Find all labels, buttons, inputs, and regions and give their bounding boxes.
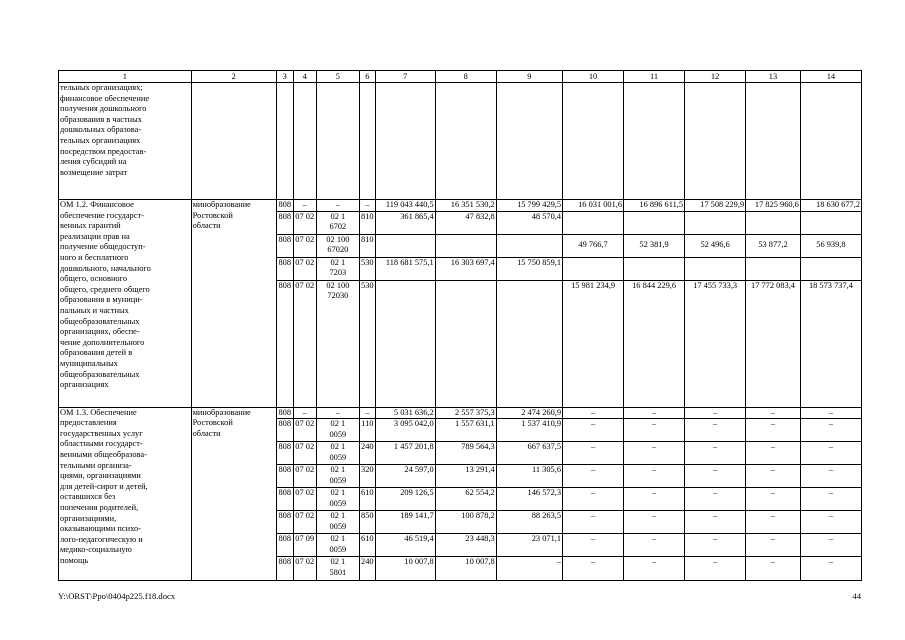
budget-code-cell: 808 bbox=[276, 257, 293, 280]
column-number-2: 2 bbox=[191, 71, 276, 83]
year-2019-cell: 16 303 697,4 bbox=[435, 257, 496, 280]
target-article-cell: 02 100 72030 bbox=[316, 280, 359, 407]
column-number-row bbox=[59, 71, 862, 83]
year-2022-cell: – bbox=[624, 407, 685, 419]
empty-cell bbox=[800, 257, 861, 280]
year-2019-cell: 10 007,8 bbox=[435, 557, 496, 581]
year-2022-cell: – bbox=[624, 488, 685, 511]
continued-measure-name: тельных организациях; финансовое обеспечение получения дошкольного образования в частных дошкольных образова- тельных организациях посредством предостав- ления субсидий на возмещение затрат bbox=[59, 83, 192, 200]
empty-cell bbox=[563, 83, 624, 200]
section-cell: 07 02 bbox=[293, 419, 316, 442]
year-2020-cell: – bbox=[496, 557, 562, 581]
target-article-cell: 02 1 0059 bbox=[316, 465, 359, 488]
year-2019-cell: 62 554,2 bbox=[435, 488, 496, 511]
empty-cell bbox=[276, 83, 293, 200]
year-2019-cell: 16 351 530,2 bbox=[435, 200, 496, 212]
budget-code-cell: 808 bbox=[276, 534, 293, 557]
total-cell: 361 865,4 bbox=[375, 211, 435, 234]
target-article-cell: 02 1 5801 bbox=[316, 557, 359, 581]
year-2020-cell: 15 799 429,5 bbox=[496, 200, 562, 212]
year-2025-cell: – bbox=[800, 442, 861, 465]
year-2025-cell: – bbox=[800, 407, 861, 419]
expense-type-cell: 110 bbox=[359, 419, 375, 442]
expense-type-cell: 240 bbox=[359, 442, 375, 465]
year-2023-cell: 52 496,6 bbox=[685, 234, 746, 257]
om13-total-row bbox=[59, 407, 862, 419]
year-2020-cell: 146 572,3 bbox=[496, 488, 562, 511]
year-2019-cell: 789 564,3 bbox=[435, 442, 496, 465]
year-2022-cell: – bbox=[624, 442, 685, 465]
empty-cell bbox=[191, 83, 276, 200]
year-2022-cell: 16 844 229,6 bbox=[624, 280, 685, 407]
budget-code-cell: 808 bbox=[276, 211, 293, 234]
target-article-cell: 02 1 0059 bbox=[316, 511, 359, 534]
year-2024-cell: 17 772 083,4 bbox=[746, 280, 801, 407]
column-number-10: 10 bbox=[563, 71, 624, 83]
section-cell: 07 02 bbox=[293, 557, 316, 581]
empty-cell bbox=[746, 83, 801, 200]
section-cell: 07 02 bbox=[293, 257, 316, 280]
expense-type-cell: 610 bbox=[359, 488, 375, 511]
expense-type-cell: 610 bbox=[359, 534, 375, 557]
empty-cell bbox=[685, 83, 746, 200]
column-number-5: 5 bbox=[316, 71, 359, 83]
section-cell: 07 02 bbox=[293, 234, 316, 257]
year-2019-cell: 47 832,8 bbox=[435, 211, 496, 234]
empty-cell bbox=[496, 280, 562, 407]
year-2024-cell: – bbox=[746, 511, 801, 534]
total-cell: 24 597,0 bbox=[375, 465, 435, 488]
year-2019-cell: 2 557 375,3 bbox=[435, 407, 496, 419]
year-2023-cell: – bbox=[685, 534, 746, 557]
year-2025-cell: – bbox=[800, 419, 861, 442]
year-2025-cell: – bbox=[800, 557, 861, 581]
year-2021-cell: – bbox=[563, 419, 624, 442]
year-2024-cell: – bbox=[746, 488, 801, 511]
budget-code-cell: 808 bbox=[276, 280, 293, 407]
year-2020-cell: 11 305,6 bbox=[496, 465, 562, 488]
empty-cell bbox=[435, 83, 496, 200]
year-2021-cell: – bbox=[563, 442, 624, 465]
empty-cell bbox=[563, 211, 624, 234]
year-2019-cell: 23 448,3 bbox=[435, 534, 496, 557]
expense-type-cell: 850 bbox=[359, 511, 375, 534]
empty-cell bbox=[375, 83, 435, 200]
year-2019-cell: 1 557 631,1 bbox=[435, 419, 496, 442]
total-cell: 46 519,4 bbox=[375, 534, 435, 557]
year-2020-cell: 15 750 859,1 bbox=[496, 257, 562, 280]
column-number-11: 11 bbox=[624, 71, 685, 83]
budget-code-cell: 808 bbox=[276, 419, 293, 442]
column-number-4: 4 bbox=[293, 71, 316, 83]
total-cell: 1 457 201,8 bbox=[375, 442, 435, 465]
empty-cell bbox=[685, 211, 746, 234]
empty-cell bbox=[624, 257, 685, 280]
empty-cell bbox=[496, 83, 562, 200]
om13-executor: минобразование Ростовской области bbox=[191, 407, 276, 581]
budget-code-cell: 808 bbox=[276, 200, 293, 212]
empty-cell bbox=[624, 211, 685, 234]
total-cell: 189 141,7 bbox=[375, 511, 435, 534]
year-2021-cell: – bbox=[563, 511, 624, 534]
year-2023-cell: – bbox=[685, 442, 746, 465]
year-2024-cell: – bbox=[746, 442, 801, 465]
year-2019-cell: 100 878,2 bbox=[435, 511, 496, 534]
target-article-cell: 02 1 0059 bbox=[316, 534, 359, 557]
year-2022-cell: – bbox=[624, 465, 685, 488]
year-2020-cell: 2 474 260,9 bbox=[496, 407, 562, 419]
year-2023-cell: 17 508 229,9 bbox=[685, 200, 746, 212]
column-number-3: 3 bbox=[276, 71, 293, 83]
empty-cell bbox=[359, 83, 375, 200]
year-2023-cell: – bbox=[685, 511, 746, 534]
year-2020-cell: 88 263,5 bbox=[496, 511, 562, 534]
section-cell: 07 02 bbox=[293, 280, 316, 407]
year-2022-cell: 16 896 611,5 bbox=[624, 200, 685, 212]
year-2020-cell: 667 637,5 bbox=[496, 442, 562, 465]
year-2021-cell: – bbox=[563, 534, 624, 557]
section-cell: – bbox=[293, 407, 316, 419]
expense-type-cell: – bbox=[359, 200, 375, 212]
section-cell: 07 02 bbox=[293, 511, 316, 534]
total-cell: 10 007,8 bbox=[375, 557, 435, 581]
year-2022-cell: – bbox=[624, 557, 685, 581]
budget-code-cell: 808 bbox=[276, 557, 293, 581]
expense-type-cell: – bbox=[359, 407, 375, 419]
year-2021-cell: – bbox=[563, 557, 624, 581]
column-number-14: 14 bbox=[800, 71, 861, 83]
empty-cell bbox=[563, 257, 624, 280]
year-2024-cell: 17 825 960,6 bbox=[746, 200, 801, 212]
budget-code-cell: 808 bbox=[276, 234, 293, 257]
section-cell: 07 09 bbox=[293, 534, 316, 557]
om13-name: ОМ 1.3. Обеспечение предоставления государственных услуг областными государст- венными общеобразова- тельными организа- циями, организациями для детей-сирот и детей, оставшихся без попечения родителей, организациями, оказывающими психо- лого-педагогическую и медико-социальную помощь bbox=[59, 407, 192, 581]
empty-cell bbox=[746, 257, 801, 280]
expense-type-cell: 530 bbox=[359, 257, 375, 280]
section-cell: 07 02 bbox=[293, 465, 316, 488]
section-cell: 07 02 bbox=[293, 488, 316, 511]
budget-code-cell: 808 bbox=[276, 511, 293, 534]
year-2020-cell: 23 071,1 bbox=[496, 534, 562, 557]
section-cell: 07 02 bbox=[293, 442, 316, 465]
target-article-cell: 02 1 7203 bbox=[316, 257, 359, 280]
empty-cell bbox=[316, 83, 359, 200]
empty-cell bbox=[435, 280, 496, 407]
budget-code-cell: 808 bbox=[276, 465, 293, 488]
year-2024-cell: 53 877,2 bbox=[746, 234, 801, 257]
section-cell: 07 02 bbox=[293, 211, 316, 234]
expense-type-cell: 530 bbox=[359, 280, 375, 407]
budget-table bbox=[58, 70, 862, 581]
year-2025-cell: 18 630 677,2 bbox=[800, 200, 861, 212]
year-2025-cell: – bbox=[800, 465, 861, 488]
expense-type-cell: 810 bbox=[359, 211, 375, 234]
year-2021-cell: – bbox=[563, 488, 624, 511]
year-2022-cell: – bbox=[624, 511, 685, 534]
column-number-7: 7 bbox=[375, 71, 435, 83]
budget-code-cell: 808 bbox=[276, 407, 293, 419]
year-2024-cell: – bbox=[746, 534, 801, 557]
total-cell: 3 095 042,0 bbox=[375, 419, 435, 442]
footer-file-path: Y:\ORST\Ppo\0404p225.f18.docx bbox=[58, 591, 176, 601]
year-2023-cell: – bbox=[685, 488, 746, 511]
year-2024-cell: – bbox=[746, 465, 801, 488]
year-2022-cell: – bbox=[624, 419, 685, 442]
column-number-9: 9 bbox=[496, 71, 562, 83]
total-cell: 209 126,5 bbox=[375, 488, 435, 511]
target-article-cell: 02 1 0059 bbox=[316, 442, 359, 465]
column-number-12: 12 bbox=[685, 71, 746, 83]
total-cell: 119 043 440,5 bbox=[375, 200, 435, 212]
year-2021-cell: – bbox=[563, 407, 624, 419]
target-article-cell: 02 100 67020 bbox=[316, 234, 359, 257]
empty-cell bbox=[800, 83, 861, 200]
column-number-6: 6 bbox=[359, 71, 375, 83]
year-2025-cell: – bbox=[800, 488, 861, 511]
year-2024-cell: – bbox=[746, 407, 801, 419]
expense-type-cell: 240 bbox=[359, 557, 375, 581]
section-cell: – bbox=[293, 200, 316, 212]
om12-total-row bbox=[59, 200, 862, 212]
target-article-cell: 02 1 6702 bbox=[316, 211, 359, 234]
empty-cell bbox=[746, 211, 801, 234]
continuation-row bbox=[59, 83, 862, 200]
year-2023-cell: 17 455 733,3 bbox=[685, 280, 746, 407]
target-article-cell: – bbox=[316, 407, 359, 419]
year-2023-cell: – bbox=[685, 557, 746, 581]
empty-cell bbox=[800, 211, 861, 234]
column-number-1: 1 bbox=[59, 71, 192, 83]
om12-name: ОМ 1.2. Финансовое обеспечение государст- венных гарантий реализации прав на получение общедоступ- ного и бесплатного дошкольного, начального общего, основного общего, среднего общего образования в муници- пальных и частных общеобразовательных организациях, обеспе- чение дополнительного образования детей в муниципальных общеобразовательных организациях bbox=[59, 200, 192, 408]
year-2022-cell: – bbox=[624, 534, 685, 557]
budget-code-cell: 808 bbox=[276, 488, 293, 511]
year-2022-cell: 52 381,9 bbox=[624, 234, 685, 257]
target-article-cell: 02 1 0059 bbox=[316, 419, 359, 442]
year-2020-cell: 48 570,4 bbox=[496, 211, 562, 234]
expense-type-cell: 320 bbox=[359, 465, 375, 488]
year-2025-cell: 18 573 737,4 bbox=[800, 280, 861, 407]
year-2025-cell: – bbox=[800, 534, 861, 557]
year-2021-cell: 16 031 001,6 bbox=[563, 200, 624, 212]
year-2024-cell: – bbox=[746, 557, 801, 581]
total-cell: 118 681 575,1 bbox=[375, 257, 435, 280]
year-2020-cell: 1 537 410,9 bbox=[496, 419, 562, 442]
empty-cell bbox=[496, 234, 562, 257]
empty-cell bbox=[375, 280, 435, 407]
column-number-13: 13 bbox=[746, 71, 801, 83]
year-2019-cell: 13 291,4 bbox=[435, 465, 496, 488]
year-2021-cell: 15 981 234,9 bbox=[563, 280, 624, 407]
footer-page-number: 44 bbox=[852, 591, 861, 601]
empty-cell bbox=[435, 234, 496, 257]
empty-cell bbox=[375, 234, 435, 257]
year-2023-cell: – bbox=[685, 407, 746, 419]
budget-code-cell: 808 bbox=[276, 442, 293, 465]
year-2021-cell: – bbox=[563, 465, 624, 488]
year-2024-cell: – bbox=[746, 419, 801, 442]
year-2023-cell: – bbox=[685, 419, 746, 442]
empty-cell bbox=[624, 83, 685, 200]
total-cell: 5 031 636,2 bbox=[375, 407, 435, 419]
year-2023-cell: – bbox=[685, 465, 746, 488]
om12-executor: минобразование Ростовской области bbox=[191, 200, 276, 408]
year-2025-cell: – bbox=[800, 511, 861, 534]
target-article-cell: 02 1 0059 bbox=[316, 488, 359, 511]
year-2025-cell: 56 939,8 bbox=[800, 234, 861, 257]
expense-type-cell: 810 bbox=[359, 234, 375, 257]
empty-cell bbox=[685, 257, 746, 280]
column-number-8: 8 bbox=[435, 71, 496, 83]
empty-cell bbox=[293, 83, 316, 200]
target-article-cell: – bbox=[316, 200, 359, 212]
year-2021-cell: 49 766,7 bbox=[563, 234, 624, 257]
